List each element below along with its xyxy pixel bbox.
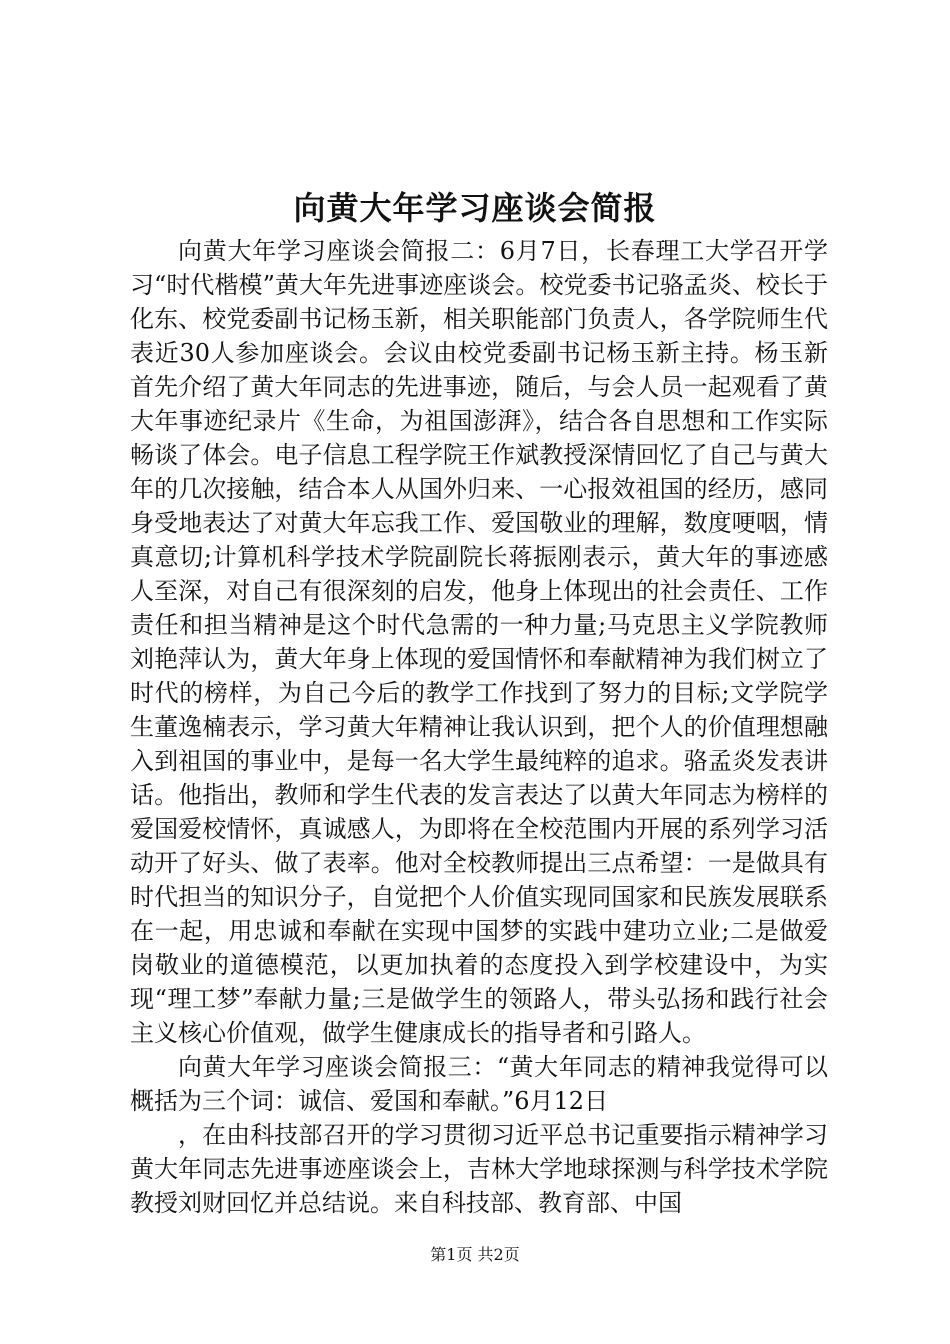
- document-body: [130, 234, 828, 1220]
- paragraph-2: 向黄大年学习座谈会简报三：“黄大年同志的精神我觉得可以概括为三个词：诚信、爱国和奉献。”6月12日: [130, 1053, 828, 1115]
- paragraph-1: 向黄大年学习座谈会简报二：6月7日，长春理工大学召开学习“时代楷模”黄大年先进事迹座谈会。校党委书记骆孟炎、校长于化东、校党委副书记杨玉新，相关职能部门负责人，各学院师生代表近30人参加座谈会。会议由校党委副书记杨玉新主持。杨玉新首先介绍了黄大年同志的先进事迹，随后，与会人员一起观看了黄大年事迹纪录片《生命，为祖国澎湃》，结合各自思想和工作实际畅谈了体会。电子信息工程学院王作斌教授深情回忆了自己与黄大年的几次接触，结合本人从国外归来、一心报效祖国的经历，感同身受地表达了对黄大年忘我工作、爱国敬业的理解，数度哽咽，情真意切;计算机科学技术学院副院长蒋振刚表示，黄大年的事迹感人至深，对自己有很深刻的启发，他身上体现出的社会责任、工作责任和担当精神是这个时代急需的一种力量;马克思主义学院教师刘艳萍认为，黄大年身上体现的爱国情怀和奉献精神为我们树立了时代的榜样，为自己今后的教学工作找到了努力的目标;文学院学生董逸楠表示，学习黄大年精神让我认识到，把个人的价值理想融入到祖国的事业中，是每一名大学生最纯粹的追求。骆孟炎发表讲话。他指出，教师和学生代表的发言表达了以黄大年同志为榜样的爱国爱校情怀，真诚感人，为即将在全校范围内开展的系列学习活动开了好头、做了表率。他对全校教师提出三点希望：一是做具有时代担当的知识分子，自觉把个人价值实现同国家和民族发展联系在一起，用忠诚和奉献在实现中国梦的实践中建功立业;二是做爱岗敬业的道德模范，以更加执着的态度投入到学校建设中，为实现“理工梦”奉献力量;三是做学生的领路人，带头弘扬和践行社会主义核心价值观，做学生健康成长的指导者和引路人。: [130, 237, 828, 1047]
- document-title: 向黄大年学习座谈会简报: [293, 189, 657, 227]
- paragraph-3: ，在由科技部召开的学习贯彻习近平总书记重要指示精神学习黄大年同志先进事迹座谈会上，吉林大学地球探测与科学技术学院教授刘财回忆并总结说。来自科技部、教育部、中国: [130, 1121, 828, 1217]
- page-footer: 第1页 共2页: [430, 1245, 520, 1264]
